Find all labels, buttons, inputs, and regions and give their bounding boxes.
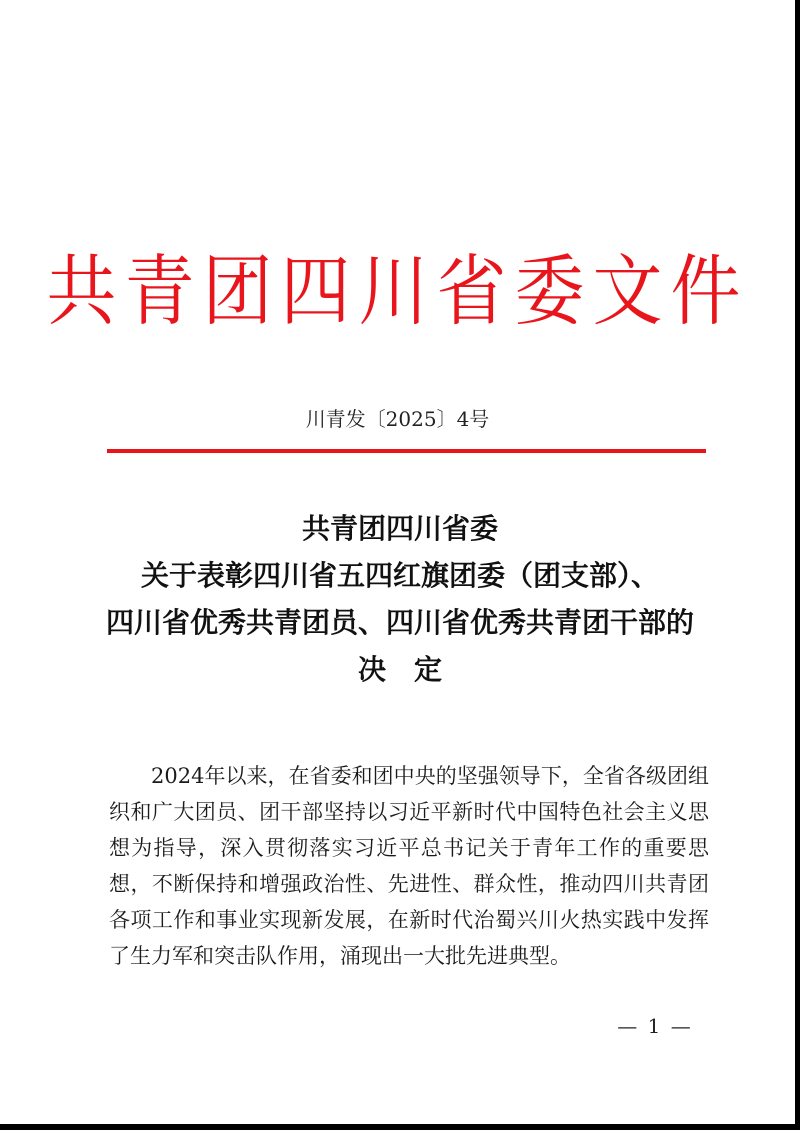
decision-title-line-3: 四川省优秀共青团员、四川省优秀共青团干部的 — [105, 606, 694, 639]
decision-title-line-4: 决定 — [357, 653, 470, 686]
body-paragraph: 2024年以来，在省委和团中央的坚强领导下，全省各级团组织和广大团员、团干部坚持以习近平新时代中国特色社会主义思想为指导，深入贯彻落实习近平总书记关于青年工作的重要思想，不断保持和增强政治性、先进性、群众性，推动四川共青团各项工作和事业实现新发展，在新时代治蜀兴川火热实践中发挥了生力军和突击队作用，涌现出一大批先进典型。 — [109, 764, 709, 968]
page-number: — 1 — — [617, 1014, 693, 1038]
document-number: 川青发〔2025〕4号 — [305, 407, 490, 431]
decision-title — [80, 505, 720, 693]
red-divider-rule — [107, 449, 706, 453]
decision-title-line-2: 关于表彰四川省五四红旗团委（团支部）、 — [140, 559, 659, 592]
decision-title-line-1: 共青团四川省委 — [301, 512, 498, 545]
document-header-title: 共青团四川省委文件 — [46, 246, 749, 337]
